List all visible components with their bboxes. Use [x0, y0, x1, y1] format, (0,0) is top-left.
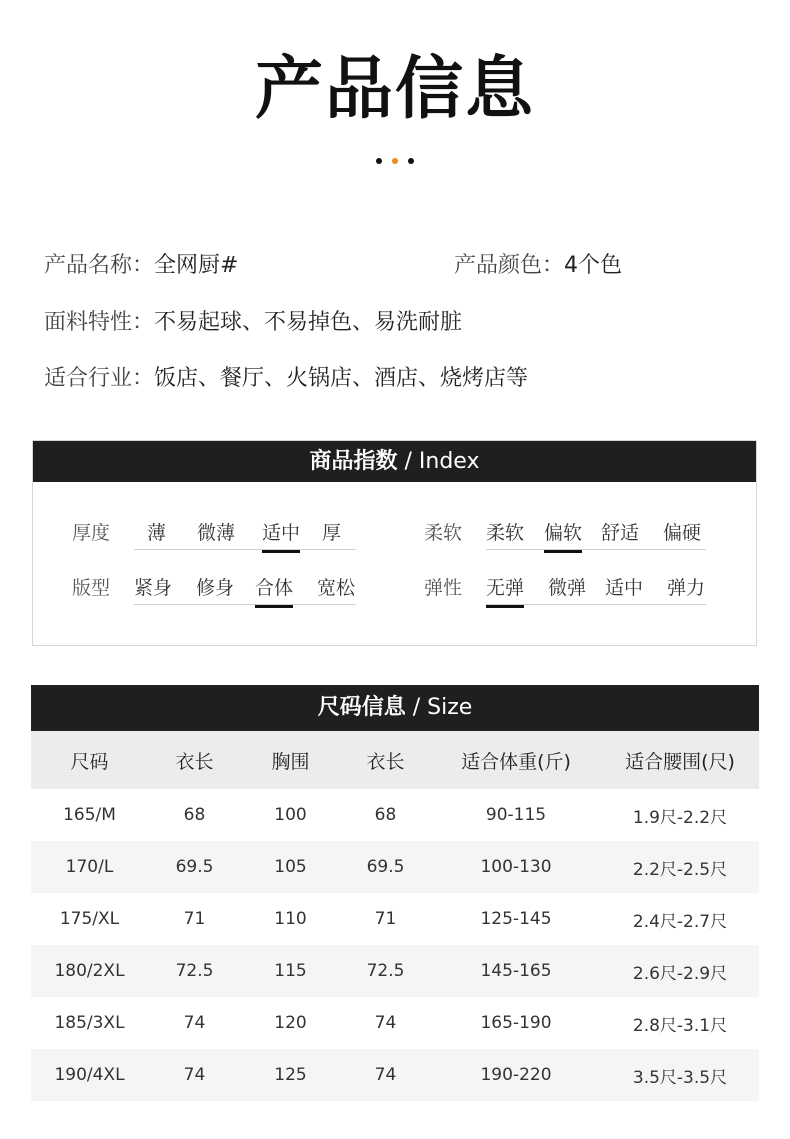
index-row: [0, 573, 790, 603]
table-row: [31, 789, 759, 841]
title-dots: [0, 158, 790, 166]
table-cell: 3.5尺-3.5尺: [601, 1049, 759, 1101]
info-row-fabric: [44, 308, 462, 338]
index-option: 微薄: [197, 522, 236, 544]
industry-label: 适合行业：: [44, 366, 155, 391]
size-header: [31, 685, 759, 731]
table-cell: 170/L: [31, 841, 148, 893]
index-option: 舒适: [601, 522, 640, 544]
table-cell: 165-190: [480, 1013, 552, 1033]
fabric-value: 不易起球、不易掉色、易洗耐脏: [154, 310, 463, 335]
dot-accent: [392, 158, 398, 164]
size-title-en: / Size: [405, 695, 473, 720]
table-cell: 90-115: [485, 805, 547, 825]
table-cell: 100: [274, 805, 307, 825]
index-option: 修身: [196, 577, 235, 599]
index-option-selected: 无弹: [486, 573, 524, 603]
size-table-body: [31, 789, 759, 1101]
table-row: [31, 1049, 759, 1101]
product-color-value: 4个色: [564, 253, 623, 278]
size-table-head: [31, 731, 759, 789]
index-header: [33, 441, 756, 482]
table-cell: 115: [241, 945, 340, 997]
dot: [376, 158, 382, 164]
index-title-cn: 商品指数: [309, 449, 398, 474]
index-option: 薄: [147, 522, 167, 544]
size-header-cell: 衣长: [340, 731, 431, 789]
size-header-cell: 衣长: [148, 731, 241, 789]
table-cell: 2.4尺-2.7尺: [632, 911, 728, 932]
table-cell: 105: [241, 841, 340, 893]
table-cell: 190/4XL: [31, 1049, 148, 1101]
table-cell: 2.6尺-2.9尺: [601, 945, 759, 997]
table-cell: 120: [274, 1013, 307, 1033]
table-cell: 180/2XL: [31, 945, 148, 997]
size-header-cell: 尺码: [31, 731, 148, 789]
industry-value: 饭店、餐厅、火锅店、酒店、烧烤店等: [154, 366, 529, 391]
table-cell: 74: [374, 1013, 397, 1033]
index-option: 厚: [322, 522, 342, 544]
table-cell: 145-165: [431, 945, 601, 997]
size-header-cell: 胸围: [241, 731, 340, 789]
index-option: 适中: [605, 577, 644, 599]
product-name-value: 全网厨#: [154, 253, 239, 278]
index-option: 紧身: [134, 577, 173, 599]
size-panel: [31, 685, 759, 1101]
size-title-cn: 尺码信息: [317, 695, 406, 720]
index-options: [486, 518, 706, 550]
index-option-selected: 合体: [255, 573, 293, 603]
page-title: 产品信息: [254, 50, 535, 129]
table-cell: 74: [183, 1013, 206, 1033]
index-row-label: 柔软: [424, 522, 463, 544]
table-row: [31, 997, 759, 1049]
table-cell: 72.5: [148, 945, 241, 997]
table-cell: 125: [241, 1049, 340, 1101]
table-cell: 69.5: [148, 841, 241, 893]
index-options: [486, 573, 706, 605]
table-cell: 68: [183, 805, 206, 825]
index-row-label: 弹性: [424, 577, 463, 599]
table-cell: 1.9尺-2.2尺: [632, 807, 728, 828]
info-row-name: [44, 251, 238, 281]
dot: [408, 158, 414, 164]
table-cell: 185/3XL: [54, 1013, 125, 1033]
index-option: 宽松: [317, 577, 356, 599]
index-option-selected: 偏软: [544, 518, 582, 548]
table-cell: 165/M: [63, 805, 116, 825]
table-cell: 110: [274, 909, 307, 929]
table-cell: 2.2尺-2.5尺: [601, 841, 759, 893]
table-cell: 71: [183, 909, 206, 929]
index-row-label: 厚度: [72, 522, 111, 544]
table-cell: 72.5: [340, 945, 431, 997]
table-cell: 125-145: [480, 909, 552, 929]
table-cell: 74: [340, 1049, 431, 1101]
table-row: [31, 841, 759, 893]
table-cell: 74: [148, 1049, 241, 1101]
table-cell: 2.8尺-3.1尺: [632, 1015, 728, 1036]
table-row: [31, 945, 759, 997]
size-header-cell: 适合腰围(尺): [601, 731, 759, 789]
table-cell: 69.5: [340, 841, 431, 893]
size-table: [31, 731, 759, 1101]
index-row-label: 版型: [72, 577, 111, 599]
info-row-industry: [44, 364, 528, 394]
index-row: [0, 518, 790, 548]
fabric-label: 面料特性：: [44, 310, 155, 335]
info-row-color: [454, 251, 622, 281]
index-option: 弹力: [667, 577, 706, 599]
size-header-cell: 适合体重(斤): [431, 731, 601, 789]
index-option: 微弹: [548, 577, 587, 599]
product-color-label: 产品颜色：: [454, 253, 565, 278]
table-cell: 71: [374, 909, 397, 929]
table-cell: 100-130: [431, 841, 601, 893]
index-option-selected: 适中: [262, 518, 300, 548]
index-option: 柔软: [486, 522, 525, 544]
table-cell: 68: [374, 805, 397, 825]
table-cell: 190-220: [431, 1049, 601, 1101]
index-title-en: / Index: [397, 449, 480, 474]
index-option: 偏硬: [663, 522, 702, 544]
table-row: [31, 893, 759, 945]
product-name-label: 产品名称：: [44, 253, 155, 278]
table-cell: 175/XL: [59, 909, 120, 929]
